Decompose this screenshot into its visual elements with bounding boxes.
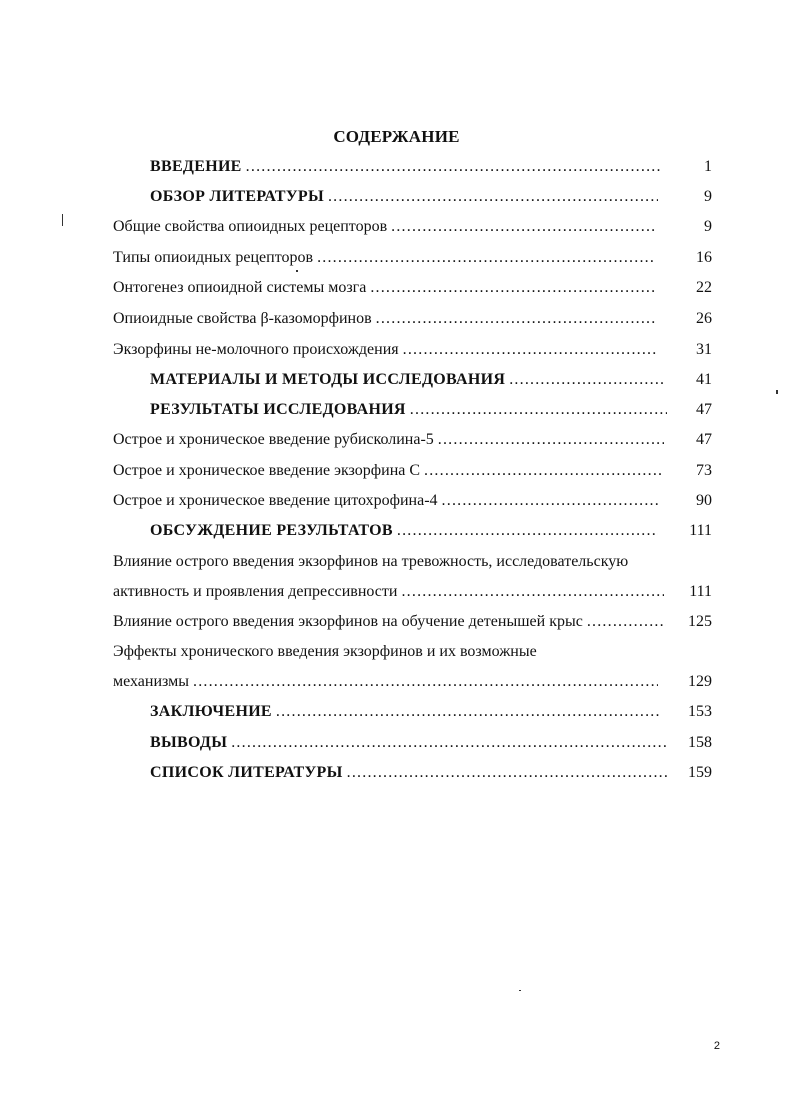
- dot-leader: [401, 580, 664, 604]
- toc-entry-page: 31: [696, 341, 712, 358]
- toc-entry-label-line1: Эффекты хронического введения экзорфинов и их возможные: [113, 643, 537, 660]
- toc-entry-label: РЕЗУЛЬТАТЫ ИССЛЕДОВАНИЯ: [150, 401, 406, 418]
- toc-entry-page: 159: [688, 764, 712, 781]
- toc-entry-literature-review: [0, 185, 793, 209]
- toc-entry-materials-methods: [0, 368, 793, 392]
- dot-leader: [509, 368, 663, 392]
- toc-entry-label: ОБЗОР ЛИТЕРАТУРЫ: [150, 188, 324, 205]
- dot-leader: [438, 428, 664, 452]
- toc-entry-page: 129: [688, 673, 712, 690]
- dot-leader: [442, 489, 658, 513]
- dot-leader: [347, 761, 668, 785]
- dot-leader: [403, 338, 656, 362]
- dot-leader: [317, 246, 656, 270]
- toc-entry-conclusion: [0, 700, 793, 724]
- page-title: СОДЕРЖАНИЕ: [333, 127, 460, 146]
- toc-entry-page: 47: [696, 431, 712, 448]
- toc-entry-label: Общие свойства опиоидных рецепторов: [113, 218, 388, 235]
- toc-entry-label: МАТЕРИАЛЫ И МЕТОДЫ ИССЛЕДОВАНИЯ: [150, 371, 506, 388]
- toc-entry-label: Острое и хроническое введение экзорфина С: [113, 462, 421, 479]
- toc-entry-page: 111: [689, 583, 712, 600]
- dot-leader: [410, 398, 667, 422]
- toc-entry-page: 73: [696, 462, 712, 479]
- toc-entry-label: ВВЕДЕНИЕ: [150, 158, 242, 175]
- toc-entry-page: 22: [696, 279, 712, 296]
- toc-entry-page: 1: [704, 158, 712, 175]
- toc-entry-findings: [0, 731, 793, 755]
- dot-leader: [193, 670, 658, 694]
- toc-entry-label: СПИСОК ЛИТЕРАТУРЫ: [150, 764, 343, 781]
- toc-entry-results: [0, 398, 793, 422]
- toc-entry: [0, 580, 793, 604]
- dot-leader: [231, 731, 667, 755]
- dot-leader: [276, 700, 659, 724]
- toc-entry-label: Опиоидные свойства β-казоморфинов: [113, 310, 372, 327]
- dot-leader: [587, 610, 666, 634]
- scan-speck: [62, 214, 63, 226]
- page-number: 2: [713, 1040, 720, 1052]
- toc-entry-label: механизмы: [113, 673, 189, 690]
- toc-entry-label: Онтогенез опиоидной системы мозга: [113, 279, 367, 296]
- toc-entry-discussion: [0, 519, 793, 543]
- dot-leader: [397, 519, 658, 543]
- dot-leader: [328, 185, 658, 209]
- toc-entry-page: 9: [704, 218, 712, 235]
- dot-leader: [424, 459, 664, 483]
- toc-entry-label: ВЫВОДЫ: [150, 734, 228, 751]
- toc-entry-label: Типы опиоидных рецепторов: [113, 249, 314, 266]
- toc-entry-page: 41: [696, 371, 712, 388]
- toc-entry-label: ЗАКЛЮЧЕНИЕ: [150, 703, 272, 720]
- toc-entry-page: 90: [696, 492, 712, 509]
- scan-speck: [519, 990, 521, 991]
- toc-entry-page: 158: [688, 734, 712, 751]
- toc-entry: [0, 489, 793, 513]
- scan-speck: [776, 390, 778, 394]
- toc-entry-page: 125: [688, 613, 712, 630]
- scan-speck: [296, 270, 298, 272]
- toc-entry-label-line1: Влияние острого введения экзорфинов на тревожность, исследовательскую: [113, 553, 629, 570]
- toc-entry: [0, 610, 793, 634]
- toc-entry-label: Острое и хроническое введение рубисколина-5: [113, 431, 434, 448]
- dot-leader: [391, 215, 656, 239]
- toc-entry-references: [0, 761, 793, 785]
- dot-leader: [370, 276, 656, 300]
- toc-entry-label: Экзорфины не-молочного происхождения: [113, 341, 399, 358]
- toc-entry-label: Острое и хроническое введение цитохрофина-4: [113, 492, 438, 509]
- toc-entry: [0, 276, 793, 300]
- dot-leader: [246, 155, 662, 179]
- toc-entry: [0, 459, 793, 483]
- toc-entry-page: 16: [696, 249, 712, 266]
- toc-entry: [0, 338, 793, 362]
- toc-entry: [0, 670, 793, 694]
- toc-entry: [0, 428, 793, 452]
- toc-entry-page: 9: [704, 188, 712, 205]
- toc-entry-page: 111: [689, 522, 712, 539]
- toc-entry-page: 47: [696, 401, 712, 418]
- dot-leader: [376, 307, 656, 331]
- toc-entry-label: активность и проявления депрессивности: [113, 583, 398, 600]
- toc-entry-page: 153: [688, 703, 712, 720]
- toc-entry-label: ОБСУЖДЕНИЕ РЕЗУЛЬТАТОВ: [150, 522, 393, 539]
- toc-entry: [0, 307, 793, 331]
- toc-entry-introduction: [0, 155, 793, 179]
- toc-entry: [0, 215, 793, 239]
- toc-entry-label: Влияние острого введения экзорфинов на обучение детенышей крыс: [113, 613, 583, 630]
- toc-entry: [0, 246, 793, 270]
- toc-entry-page: 26: [696, 310, 712, 327]
